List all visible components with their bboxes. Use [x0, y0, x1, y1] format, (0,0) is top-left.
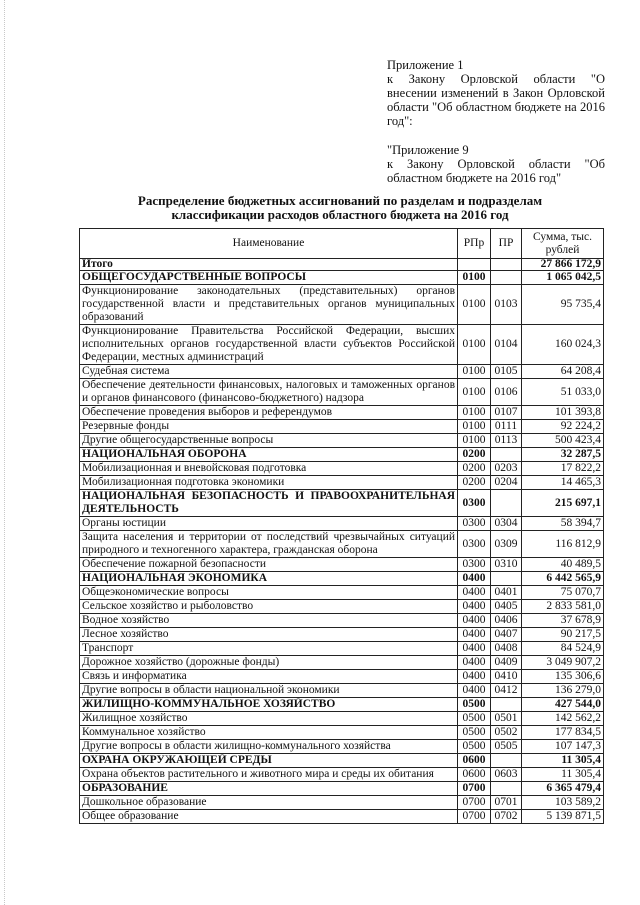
row-sum: 51 033,0	[522, 379, 604, 406]
table-row	[80, 586, 604, 600]
row-pr	[491, 490, 522, 517]
row-rpr: 0100	[458, 325, 491, 365]
table-row	[80, 462, 604, 476]
header-sum: Сумма, тыс. рублей	[522, 229, 604, 259]
appendix-1-header	[387, 58, 605, 128]
row-name: Охрана объектов растительного и животного мира и среды их обитания	[80, 768, 458, 782]
header-pr: ПР	[491, 229, 522, 259]
row-name: Другие вопросы в области национальной экономики	[80, 684, 458, 698]
row-rpr: 0400	[458, 586, 491, 600]
row-name: Функционирование Правительства Российской Федерации, высших исполнительных органов государственной власти субъектов Российской Федерации, местных администраций	[80, 325, 458, 365]
document-title-line-2: классификации расходов областного бюджета на 2016 год	[171, 207, 509, 222]
row-rpr: 0200	[458, 462, 491, 476]
row-name: ЖИЛИЩНО-КОММУНАЛЬНОЕ ХОЗЯЙСТВО	[80, 698, 458, 712]
row-name: Обеспечение пожарной безопасности	[80, 558, 458, 572]
row-sum: 75 070,7	[522, 586, 604, 600]
row-sum: 177 834,5	[522, 726, 604, 740]
row-sum: 58 394,7	[522, 517, 604, 531]
row-name: Коммунальное хозяйство	[80, 726, 458, 740]
row-pr: 0104	[491, 325, 522, 365]
row-sum: 3 049 907,2	[522, 656, 604, 670]
row-name: Другие вопросы в области жилищно-коммунального хозяйства	[80, 740, 458, 754]
table-row	[80, 614, 604, 628]
row-sum: 95 735,4	[522, 285, 604, 325]
row-pr	[491, 271, 522, 285]
table-row	[80, 810, 604, 824]
table-row	[80, 684, 604, 698]
table-row	[80, 325, 604, 365]
table-row	[80, 628, 604, 642]
row-sum: 107 147,3	[522, 740, 604, 754]
row-rpr: 0400	[458, 684, 491, 698]
row-pr: 0203	[491, 462, 522, 476]
appendix-9-text: к Закону Орловской области "Об областном бюджете на 2016 год"	[387, 157, 605, 185]
row-rpr: 0100	[458, 420, 491, 434]
section-row	[80, 782, 604, 796]
row-sum: 6 442 565,9	[522, 572, 604, 586]
row-pr: 0502	[491, 726, 522, 740]
row-rpr: 0500	[458, 726, 491, 740]
row-sum: 14 465,3	[522, 476, 604, 490]
row-rpr: 0700	[458, 810, 491, 824]
row-name: ОБРАЗОВАНИЕ	[80, 782, 458, 796]
section-row	[80, 490, 604, 517]
row-name: Сельское хозяйство и рыболовство	[80, 600, 458, 614]
row-sum: 160 024,3	[522, 325, 604, 365]
row-rpr: 0400	[458, 670, 491, 684]
table-row	[80, 434, 604, 448]
row-name: Обеспечение проведения выборов и референдумов	[80, 406, 458, 420]
row-pr: 0401	[491, 586, 522, 600]
row-rpr: 0400	[458, 614, 491, 628]
table-row	[80, 712, 604, 726]
row-pr: 0702	[491, 810, 522, 824]
table-row	[80, 285, 604, 325]
table-row	[80, 670, 604, 684]
table-row	[80, 406, 604, 420]
row-sum: 11 305,4	[522, 768, 604, 782]
row-pr: 0701	[491, 796, 522, 810]
row-pr: 0603	[491, 768, 522, 782]
row-sum: 92 224,2	[522, 420, 604, 434]
row-sum: 116 812,9	[522, 531, 604, 558]
row-name: Другие общегосударственные вопросы	[80, 434, 458, 448]
row-sum: 500 423,4	[522, 434, 604, 448]
row-pr: 0310	[491, 558, 522, 572]
row-pr: 0107	[491, 406, 522, 420]
table-row	[80, 656, 604, 670]
row-rpr: 0100	[458, 271, 491, 285]
row-name: Общее образование	[80, 810, 458, 824]
appendix-1-title: Приложение 1	[387, 58, 464, 72]
row-name: Общеэкономические вопросы	[80, 586, 458, 600]
row-name: Транспорт	[80, 642, 458, 656]
row-rpr: 0300	[458, 531, 491, 558]
row-sum: 90 217,5	[522, 628, 604, 642]
row-name: Обеспечение деятельности финансовых, налоговых и таможенных органов и органов финансового (финансово-бюджетного) надзора	[80, 379, 458, 406]
page-margin-rule	[4, 0, 5, 905]
row-sum: 103 589,2	[522, 796, 604, 810]
section-row	[80, 271, 604, 285]
header-name: Наименование	[80, 229, 458, 259]
row-pr: 0103	[491, 285, 522, 325]
row-sum: 142 562,2	[522, 712, 604, 726]
table-row	[80, 379, 604, 406]
row-name: Связь и информатика	[80, 670, 458, 684]
section-row	[80, 572, 604, 586]
row-pr: 0407	[491, 628, 522, 642]
row-name: ОБЩЕГОСУДАРСТВЕННЫЕ ВОПРОСЫ	[80, 271, 458, 285]
document-title-line-1: Распределение бюджетных ассигнований по разделам и подразделам	[137, 193, 543, 208]
row-rpr: 0300	[458, 490, 491, 517]
row-pr: 0505	[491, 740, 522, 754]
row-rpr: 0700	[458, 796, 491, 810]
row-rpr: 0100	[458, 434, 491, 448]
row-sum: 135 306,6	[522, 670, 604, 684]
appendix-9-header	[387, 143, 605, 185]
row-sum: 136 279,0	[522, 684, 604, 698]
row-pr: 0106	[491, 379, 522, 406]
row-name: НАЦИОНАЛЬНАЯ ОБОРОНА	[80, 448, 458, 462]
row-rpr: 0200	[458, 476, 491, 490]
total-label: Итого	[80, 259, 458, 271]
row-sum: 64 208,4	[522, 365, 604, 379]
table-row	[80, 531, 604, 558]
section-row	[80, 754, 604, 768]
row-rpr: 0700	[458, 782, 491, 796]
row-rpr: 0100	[458, 406, 491, 420]
table-row	[80, 600, 604, 614]
row-rpr: 0500	[458, 698, 491, 712]
row-name: Функционирование законодательных (представительных) органов государственной власти и представительных органов муниципальных образований	[80, 285, 458, 325]
row-name: Дорожное хозяйство (дорожные фонды)	[80, 656, 458, 670]
row-pr	[491, 698, 522, 712]
table-row	[80, 642, 604, 656]
row-sum: 84 524,9	[522, 642, 604, 656]
row-rpr: 0300	[458, 558, 491, 572]
document-title	[100, 194, 580, 222]
row-sum: 37 678,9	[522, 614, 604, 628]
row-name: Резервные фонды	[80, 420, 458, 434]
row-pr	[491, 448, 522, 462]
section-row	[80, 448, 604, 462]
row-rpr: 0100	[458, 379, 491, 406]
table-row	[80, 365, 604, 379]
row-sum: 215 697,1	[522, 490, 604, 517]
row-rpr: 0400	[458, 642, 491, 656]
row-pr: 0309	[491, 531, 522, 558]
row-sum: 1 065 042,5	[522, 271, 604, 285]
row-name: ОХРАНА ОКРУЖАЮЩЕЙ СРЕДЫ	[80, 754, 458, 768]
row-sum: 17 822,2	[522, 462, 604, 476]
table-row	[80, 740, 604, 754]
section-row	[80, 698, 604, 712]
row-name: НАЦИОНАЛЬНАЯ БЕЗОПАСНОСТЬ И ПРАВООХРАНИТЕЛЬНАЯ ДЕЯТЕЛЬНОСТЬ	[80, 490, 458, 517]
row-name: Водное хозяйство	[80, 614, 458, 628]
row-name: НАЦИОНАЛЬНАЯ ЭКОНОМИКА	[80, 572, 458, 586]
row-pr: 0405	[491, 600, 522, 614]
row-pr: 0111	[491, 420, 522, 434]
row-name: Защита населения и территории от последствий чрезвычайных ситуаций природного и техногенного характера, гражданская оборона	[80, 531, 458, 558]
row-pr	[491, 782, 522, 796]
budget-table	[79, 228, 604, 824]
row-sum: 101 393,8	[522, 406, 604, 420]
row-name: Судебная система	[80, 365, 458, 379]
table-row	[80, 726, 604, 740]
row-sum: 427 544,0	[522, 698, 604, 712]
row-rpr: 0400	[458, 572, 491, 586]
row-pr: 0412	[491, 684, 522, 698]
appendix-1-text: к Закону Орловской области "О внесении изменений в Закон Орловской области "Об областном бюджете на 2016 год":	[387, 72, 605, 128]
table-row	[80, 768, 604, 782]
row-sum: 6 365 479,4	[522, 782, 604, 796]
row-sum: 11 305,4	[522, 754, 604, 768]
row-pr: 0408	[491, 642, 522, 656]
row-sum: 2 833 581,0	[522, 600, 604, 614]
table-row	[80, 796, 604, 810]
row-pr: 0105	[491, 365, 522, 379]
row-name: Лесное хозяйство	[80, 628, 458, 642]
table-row	[80, 517, 604, 531]
row-pr: 0304	[491, 517, 522, 531]
row-rpr: 0500	[458, 740, 491, 754]
row-pr: 0204	[491, 476, 522, 490]
row-pr	[491, 754, 522, 768]
appendix-9-title: "Приложение 9	[387, 143, 469, 157]
row-pr	[491, 572, 522, 586]
row-sum: 32 287,5	[522, 448, 604, 462]
row-rpr: 0100	[458, 365, 491, 379]
row-name: Мобилизационная и вневойсковая подготовка	[80, 462, 458, 476]
table-header-row	[80, 229, 604, 259]
row-rpr: 0100	[458, 285, 491, 325]
row-rpr: 0600	[458, 754, 491, 768]
row-pr: 0501	[491, 712, 522, 726]
row-sum: 5 139 871,5	[522, 810, 604, 824]
table-row	[80, 476, 604, 490]
row-rpr: 0600	[458, 768, 491, 782]
row-sum: 40 489,5	[522, 558, 604, 572]
table-row	[80, 420, 604, 434]
row-name: Мобилизационная подготовка экономики	[80, 476, 458, 490]
row-rpr: 0500	[458, 712, 491, 726]
row-pr: 0113	[491, 434, 522, 448]
row-name: Дошкольное образование	[80, 796, 458, 810]
row-pr: 0406	[491, 614, 522, 628]
row-name: Жилищное хозяйство	[80, 712, 458, 726]
row-name: Органы юстиции	[80, 517, 458, 531]
total-row	[80, 259, 604, 271]
row-rpr: 0400	[458, 600, 491, 614]
total-sum: 27 866 172,9	[522, 259, 604, 271]
table-row	[80, 558, 604, 572]
row-pr: 0410	[491, 670, 522, 684]
row-rpr: 0400	[458, 656, 491, 670]
row-rpr: 0200	[458, 448, 491, 462]
header-rpr: РПр	[458, 229, 491, 259]
row-rpr: 0300	[458, 517, 491, 531]
row-pr: 0409	[491, 656, 522, 670]
row-rpr: 0400	[458, 628, 491, 642]
